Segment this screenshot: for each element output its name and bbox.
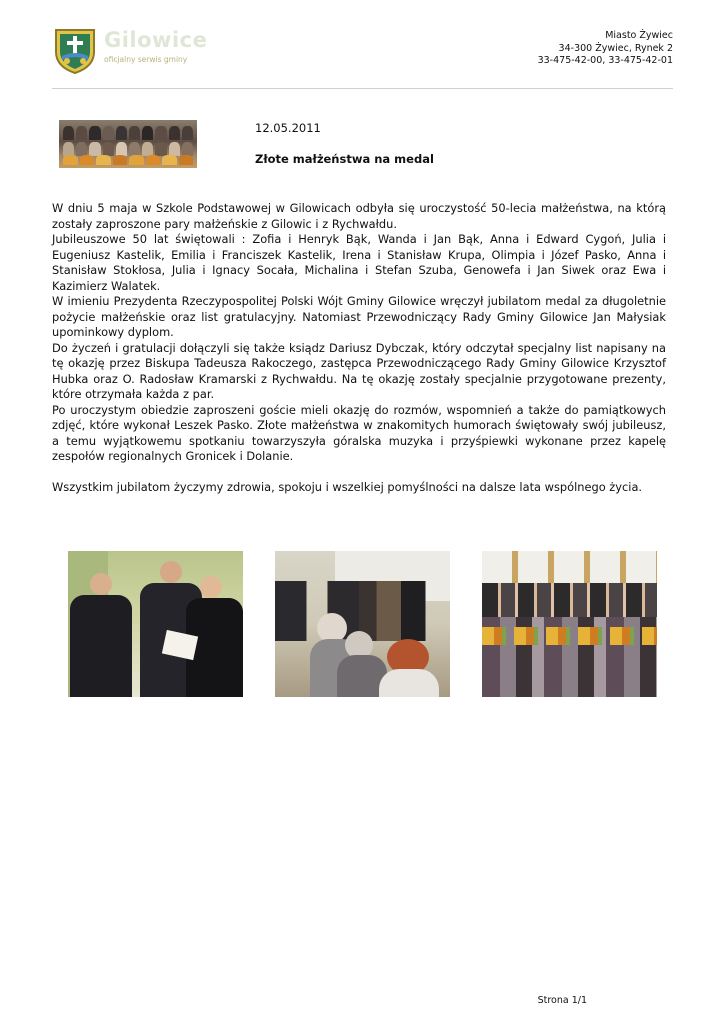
coat-of-arms-icon — [52, 26, 98, 74]
paragraph-couples: Jubileuszowe 50 lat świętowali : Zofia i Henryk Bąk, Wanda i Jan Bąk, Anna i Edward Cygoń, Julia i Eugeniusz Kastelik, Emilia i Franciszek Kastelik, Irena i Stanisław Krupa, Olimpia i Józef Pasko, Anna i Stanisław Stokłosa, Julia i Ignacy Socała, Michalina i Stefan Szuba, Genowefa i Jan Siwek oraz Ewa i Kazimierz Walatek. — [52, 232, 666, 293]
logo-tagline: oficjalny serwis gminy — [104, 55, 188, 64]
logo-name: Gilowice — [104, 28, 208, 52]
contact-address — [538, 30, 673, 68]
photo-bouquets — [482, 627, 657, 645]
photo-person-left — [90, 573, 112, 595]
site-logo[interactable] — [52, 26, 208, 76]
photo-jubilee-couples[interactable] — [482, 551, 657, 697]
photo-priest — [200, 576, 222, 598]
page-number: Strona 1/1 — [537, 995, 587, 1006]
thumb-flowers — [63, 155, 193, 165]
address-city: Miasto Żywiec — [605, 30, 673, 41]
article-title: Złote małżeństwa na medal — [255, 152, 434, 166]
photo-person-left-body — [70, 595, 132, 697]
paragraph-intro: W dniu 5 maja w Szkole Podstawowej w Gilowicach odbyła się uroczystość 50-lecia małżeństwa, na którą zostały zaproszone pary małżeńskie z Gilowic i z Rychwałdu. — [52, 201, 666, 231]
paragraph-dinner: Po uroczystym obiedzie zaproszeni goście mieli okazję do rozmów, wspomnień a także do pamiątkowych zdjęć, które wykonał Leszek Pasko. Złote małżeństwa w znakomitych humorach świętowały swój jubileusz, a temu wyjątkowemu spotkaniu towarzyszyła góralska muzyka i przyśpiewki wykonane przez kapelę zespołów regionalnych Gronicek i Dolanie. — [52, 402, 666, 463]
article-thumbnail[interactable] — [59, 120, 197, 168]
header-divider — [52, 88, 673, 89]
photo-speech[interactable] — [68, 551, 243, 697]
photo-redhead-body — [379, 669, 439, 697]
thumb-front-row — [63, 142, 193, 156]
article-date: 12.05.2011 — [255, 121, 321, 135]
paragraph-medals: W imieniu Prezydenta Rzeczypospolitej Polski Wójt Gminy Gilowice wręczył jubilatom medal za długoletnie pożycie małżeńskie oraz list gratulacyjny. Natomiast Przewodniczący Rady Gminy Gilowice Jan Małysiak upominkowy dyplom. — [52, 294, 666, 339]
thumb-back-row — [63, 126, 193, 140]
photo-guests-table[interactable] — [275, 551, 450, 697]
address-street: 34-300 Żywiec, Rynek 2 — [558, 42, 673, 54]
address-phone: 33-475-42-00, 33-475-42-01 — [537, 55, 673, 66]
photo-person-mid — [160, 561, 182, 583]
paragraph-closing: Wszystkim jubilatom życzymy zdrowia, spokoju i wszelkiej pomyślności na dalsze lata wspólnego życia. — [52, 480, 643, 494]
paragraph-wishes-guests: Do życzeń i gratulacji dołączyli się także ksiądz Dariusz Dybczak, który odczytał specjalny list napisany na tę okazję przez Biskupa Tadeusza Rakoczego, zastępca Przewodniczącego Rady Gminy Gilowice Krzysztof Hubka oraz O. Radosław Kramarski z Rychwałdu. Na tę okazję zostały specjalnie przygotowane prezenty, które otrzymała każda z par. — [52, 340, 666, 401]
article-body — [52, 201, 666, 496]
